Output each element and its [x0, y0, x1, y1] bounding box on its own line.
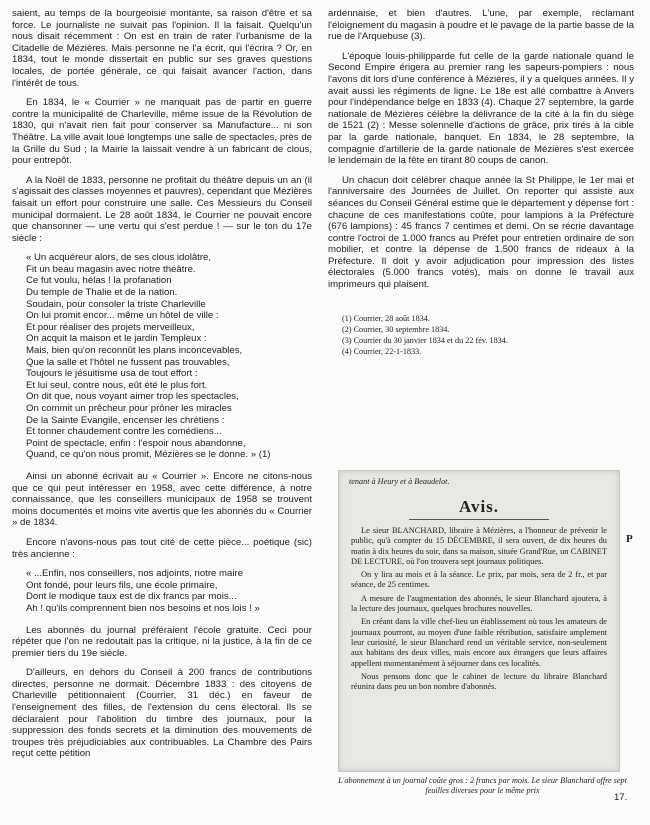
clipping-edge-mark: P [626, 533, 633, 545]
verse-line: « ...Enfin, nos conseillers, nos adjoints, notre maire [26, 568, 244, 580]
paragraph: A la Noël de 1833, personne ne profitait du théâtre depuis un an (il s'agissait des classes moyennes et pauvres), cependant que Mézières faisait un effort pour construire une salle. Ces Messieurs du Conseil municipal dormaient. Le 28 août 1834, le Courrier ne pouvait encore que chansonner — une vertu qui s'est perdue ! — sur le ton du 17e siècle : [12, 174, 312, 244]
verse-line: Quand, ce qu'on nous promit, Mézières se le donne. » (1) [26, 449, 271, 461]
paragraph: L'époque louis-philipparde fut celle de la garde nationale quand le Second Empire érigera au premier rang les sapeurs-pompiers : nous l'avons dit lors d'une conférence à Mézières, il y a quelques années. Il y avait aussi les régiments de ligne. Le 18e est allé combattre à Anvers pour l'indépendance belge en 1833 (4). Chaque 27 septembre, la garde nationale de Mézières célèbre la délivrance de la cité à la fin du siège de 1521 (2) : Messe solennelle d'actions de grâce, prix tirés à la cible par la garde nationale, banquet. En 1834, le 28 septembre, la compagnie d'artillerie de la garde nationale de Mézières s'est exercée le lendemain de la fête en tirant 80 coups de canon. [328, 50, 634, 167]
paragraph: Ainsi un abonné écrivait au « Courrier ». Encore ne citons-nous que ce qui peut intéresser en 1958, avec cette différence, à notre connaissance, que les conseillers municipaux de 1958 se trouvent moins documentés et moins vite avertis que les abonnés du « Courrier » de 1834. [12, 470, 312, 529]
verse-line: Ah ! qu'ils comprennent bien nos besoins et nos lois ! » [26, 602, 260, 614]
clipping-body [339, 526, 619, 692]
clipping-paragraph: A mesure de l'augmentation des abonnés, le sieur Blanchard ajoutera, à la lecture des journaux, quelques brochures nouvelles. [351, 593, 607, 614]
paragraph: Un chacun doit célébrer chaque année la St Philippe, le 1er mai et l'anniversaire des Journées de Juillet. On reporter qui assiste aux séances du Conseil Général estime que le département y dépense fort : chacune de ces manifestations coûte, pour lampions à la Préfecture (676 lampions) : 45 francs 7 centimes et demi. On se récrie davantage contre l'octroi de 1.000 francs au Préfet pour entretien ordinaire de son mobilier, et contre la dépense de 1.500 francs de rideaux à la Préfecture. Il doit y avoir adjudication pour impression des listes électorales (5.000 francs votés), mais on donne le travail aux imprimeurs qui plaisent. [328, 174, 634, 291]
paragraph: saient, au temps de la bourgeoisie montante, sa raison d'être et sa force. Le journaliste ne suivait pas l'opinion. Il la faisait. Quelqu'un nous disait récemment : On est en train de rater l'urbanisme de la Citadelle de Mézières. Mais personne ne l'a écrit, qui l'écrira ? Or, en 1834, tout le monde dissertait en public sur ses graves questions locales, de portée générale, ce qui faisait avancer l'action, dans l'intérêt de tous. [12, 8, 312, 89]
clipping-paragraph: Nous pensons donc que le cabinet de lecture du libraire Blanchard réunira dans peu un bon nombre d'abonnés. [351, 671, 607, 692]
verse-line: On lui promit encor... même un hôtel de ville : [26, 310, 219, 322]
footnotes [342, 313, 634, 357]
clipping-paragraph: En créant dans la ville chef-lieu un établissement où tous les amateurs de journaux pourront, au moyen d'une faible rétribution, satisfaire amplement leur curiosité, le sieur Blanchard rend un véritable service, non-seulement aux habitans des deux villes, mais encore aux étrangers que leurs affaires appellent momentanément à séjourner dans ces localités. [351, 617, 607, 668]
verse-line: Ce fut voulu, hélas ! la profanation [26, 275, 172, 287]
footnote: (3) Courrier du 30 janvier 1834 et du 22 fév. 1834. [342, 335, 508, 345]
newspaper-clipping [338, 470, 620, 772]
verse-line: Du temple de Thalie et de la nation. [26, 287, 178, 299]
right-column [328, 8, 634, 357]
verse-line: Que la salle et l'hôtel ne fussent pas trouvables, [26, 356, 230, 368]
verse-line: On acquit la maison et le jardin Templeux : [26, 333, 207, 345]
verse-line: Dont le modique taux est de dix francs par mois... [26, 591, 237, 603]
verse-line: Ont fondé, pour leurs fils, une école primaire, [26, 579, 218, 591]
clipping-paragraph: On y lira au mois et à la séance. Le prix, par mois, sera de 2 fr., et par séance, de 25 centimes. [351, 570, 607, 590]
clipping-paragraph: Le sieur BLANCHARD, libraire à Mézières, a l'honneur de prévenir le public, qu'à compter du 15 DÉCEMBRE, il sera ouvert, de dix heures du matin à dix heures du soir, dans sa maison, située Grand'Rue, un CABINET DE LECTURE, où l'on trouvera sept journaux politiques. [351, 526, 607, 566]
verse-line: Toujours le jésuitisme usa de tout effort : [26, 368, 198, 380]
verse-line: De la Sainte Evangile, encenser les chrétiens : [26, 414, 225, 426]
paragraph: En 1834, le « Courrier » ne manquait pas de partir en guerre contre la municipalité de Charleville, même issue de la Révolution de 1830, qui n'avait rien fait pour conserver sa Manufacture... ni son Théâtre. La ville avait loué longtemps une salle de spectacles, près de la Grille du Sud ; la Mairie la laissait vendre à un fabricant de clous, pour entrepôt. [12, 97, 312, 167]
paragraph: Encore n'avons-nous pas tout cité de cette pièce... poétique (sic) très ancienne : [12, 536, 312, 560]
verse-line: Fit un beau magasin avec notre théâtre. [26, 263, 196, 275]
verse-line: Et pour réaliser des projets merveilleux, [26, 321, 195, 333]
verse-line: Soudain, pour consoler la triste Charleville [26, 298, 206, 310]
image-caption: L'abonnement à un journal coûte gros : 2 francs par mois. Le sieur Blanchard offre sept feuilles diverses pour le même prix [338, 776, 627, 795]
paragraph: Les abonnés du journal préféraient l'école gratuite. Ceci pour répéter que l'on ne redoutait pas la critique, ni la justice, à la fin de ce premier tiers du 19e siècle. [12, 624, 312, 659]
clipping-divider [409, 519, 549, 520]
footnote: (4) Courrier, 22-1-1833. [342, 346, 422, 356]
verse-line: Mais, bien qu'on reconnût les plans inconcevables, [26, 345, 243, 357]
footnote: (2) Courrier, 30 septembre 1834. [342, 324, 450, 334]
paragraph: ardennaise, et bien d'autres. L'une, par exemple, réclamant l'éloignement du magasin à poudre et le pavage de la partie basse de la rue de l'Arquebuse (3). [328, 8, 634, 43]
verse-line: On dit que, nous voyant aimer trop les spectacles, [26, 391, 239, 403]
verse-line: Point de spectacle, enfin : l'espoir nous abandonne, [26, 437, 246, 449]
page-number: 17. [614, 792, 628, 803]
verse-line: On commit un prêcheur pour prôner les miracles [26, 403, 232, 414]
verse-quote [12, 568, 312, 614]
verse-line: « Un acquéreur alors, de ses clous idolâtre, [26, 252, 212, 264]
clipping-top-text: tenant à Heury et à Beaudelot. [349, 477, 450, 486]
paragraph: D'ailleurs, en dehors du Conseil à 200 francs de contributions directes, personne ne dormait. Décembre 1833 : des citoyens de Charleville pétitionnaient (Courrier, 31 déc.) en faveur de l'enseignement des filles, de l'extension du cens électoral. Ils se déclaraient pour l'abolition du timbre des journaux, pour la suppression des fonds secrets et la diminution des mouvements de troupes très préjudiciables aux contribuables. La Chambre des Pairs reçut cette pétition [12, 667, 312, 760]
clipping-title: Avis. [458, 497, 500, 516]
footnote: (1) Courrier, 28 août 1834. [342, 313, 430, 323]
left-column [12, 8, 312, 768]
verse-line: Et tonner chaudement contre les comédiens... [26, 426, 222, 438]
verse-line: Et lui seul, contre nous, eût été le plus fort. [26, 379, 208, 391]
verse-quote [12, 252, 312, 461]
